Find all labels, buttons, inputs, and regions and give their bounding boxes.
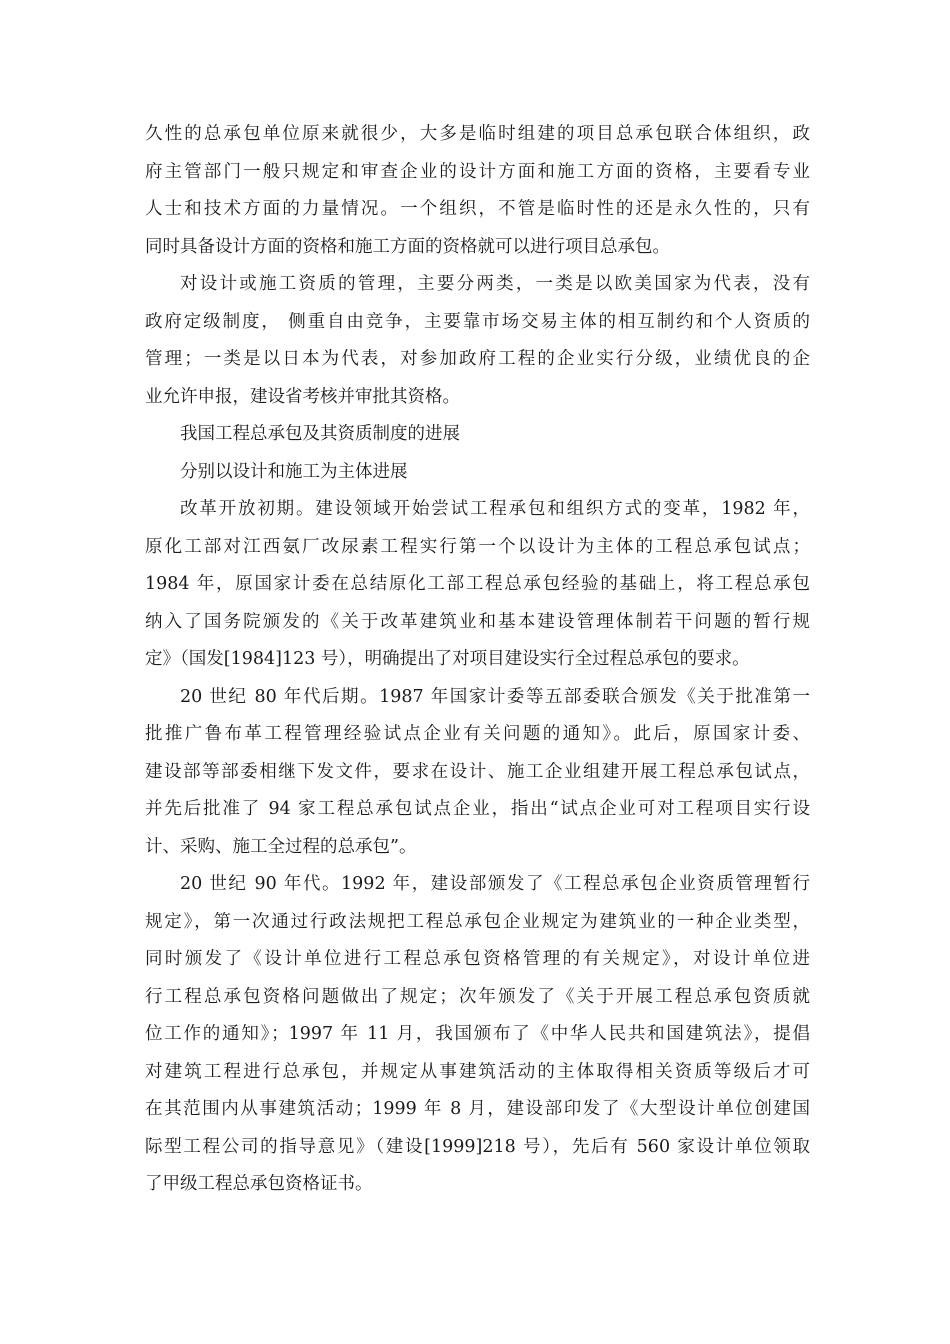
text-line: 计、采购、施工全过程的总承包”。 [145, 836, 417, 857]
text-line: 业允许申报，建设省考核并审批其资格。 [145, 386, 460, 407]
text-line: 久性的总承包单位原来就很少，大多是临时组建的项目总承包联合体组织，政 [145, 124, 810, 144]
text-line: 1984 年，原国家计委在总结原化工部工程总承包经验的基础上，将工程总承包 [145, 574, 810, 594]
subsection-heading: 分别以设计和施工为主体进展 [180, 461, 408, 482]
document-body [145, 116, 810, 1204]
text-line: 行工程总承包资格问题做出了规定；次年颁发了《关于开展工程总承包资质就 [145, 986, 810, 1007]
text-line: 对建筑工程进行总承包，并规定从事建筑活动的主体取得相关资质等级后才可 [145, 1061, 810, 1082]
text-line: 纳入了国务院颁发的《关于改革建筑业和基本建设管理体制若干问题的暂行规 [145, 611, 810, 632]
text-line: 了甲级工程总承包资格证书。 [145, 1174, 373, 1194]
text-line: 规定》，第一次通过行政法规把工程总承包企业规定为建筑业的一种企业类型， [145, 911, 810, 932]
text-line: 府主管部门一般只规定和审查企业的设计方面和施工方面的资格，主要看专业 [145, 161, 810, 182]
text-line: 同时具备设计方面的资格和施工方面的资格就可以进行项目总承包。 [145, 236, 670, 257]
text-line: 人士和技术方面的力量情况。一个组织，不管是临时性的还是永久性的，只有 [145, 199, 810, 219]
text-line: 在其范围内从事建筑活动；1999 年 8 月，建设部印发了《大型设计单位创建国 [145, 1099, 810, 1119]
text-line: 批推广鲁布革工程管理经验试点企业有关问题的通知》。此后，原国家计委、 [145, 724, 810, 744]
text-line: 改革开放初期。建设领域开始尝试工程承包和组织方式的变革，1982 年， [180, 499, 810, 519]
text-line: 原化工部对江西氨厂改尿素工程实行第一个以设计为主体的工程总承包试点； [145, 536, 810, 557]
text-line: 际型工程公司的指导意见》（建设[1999]218 号），先后有 560 家设计单位领取 [145, 1136, 810, 1157]
text-line: 位工作的通知》；1997 年 11 月，我国颁布了《中华人民共和国建筑法》，提倡 [145, 1024, 810, 1044]
text-line: 同时颁发了《设计单位进行工程总承包资格管理的有关规定》，对设计单位进 [145, 949, 810, 969]
text-line: 政府定级制度， 侧重自由竞争，主要靠市场交易主体的相互制约和个人资质的 [145, 311, 810, 332]
text-line: 建设部等部委相继下发文件，要求在设计、施工企业组建开展工程总承包试点， [145, 761, 810, 782]
text-line: 对设计或施工资质的管理，主要分两类，一类是以欧美国家为代表，没有 [180, 274, 810, 294]
text-line: 定》（国发[1984]123 号），明确提出了对项目建设实行全过程总承包的要求。 [145, 649, 750, 669]
section-heading: 我国工程总承包及其资质制度的进展 [180, 424, 460, 444]
text-line: 20 世纪 80 年代后期。1987 年国家计委等五部委联合颁发《关于批准第一 [180, 686, 810, 707]
text-line: 管理；一类是以日本为代表，对参加政府工程的企业实行分级，业绩优良的企 [145, 349, 810, 369]
text-line: 并先后批准了 94 家工程总承包试点企业，指出“试点企业可对工程项目实行设 [145, 799, 810, 819]
text-line: 20 世纪 90 年代。1992 年，建设部颁发了《工程总承包企业资质管理暂行 [180, 874, 810, 894]
